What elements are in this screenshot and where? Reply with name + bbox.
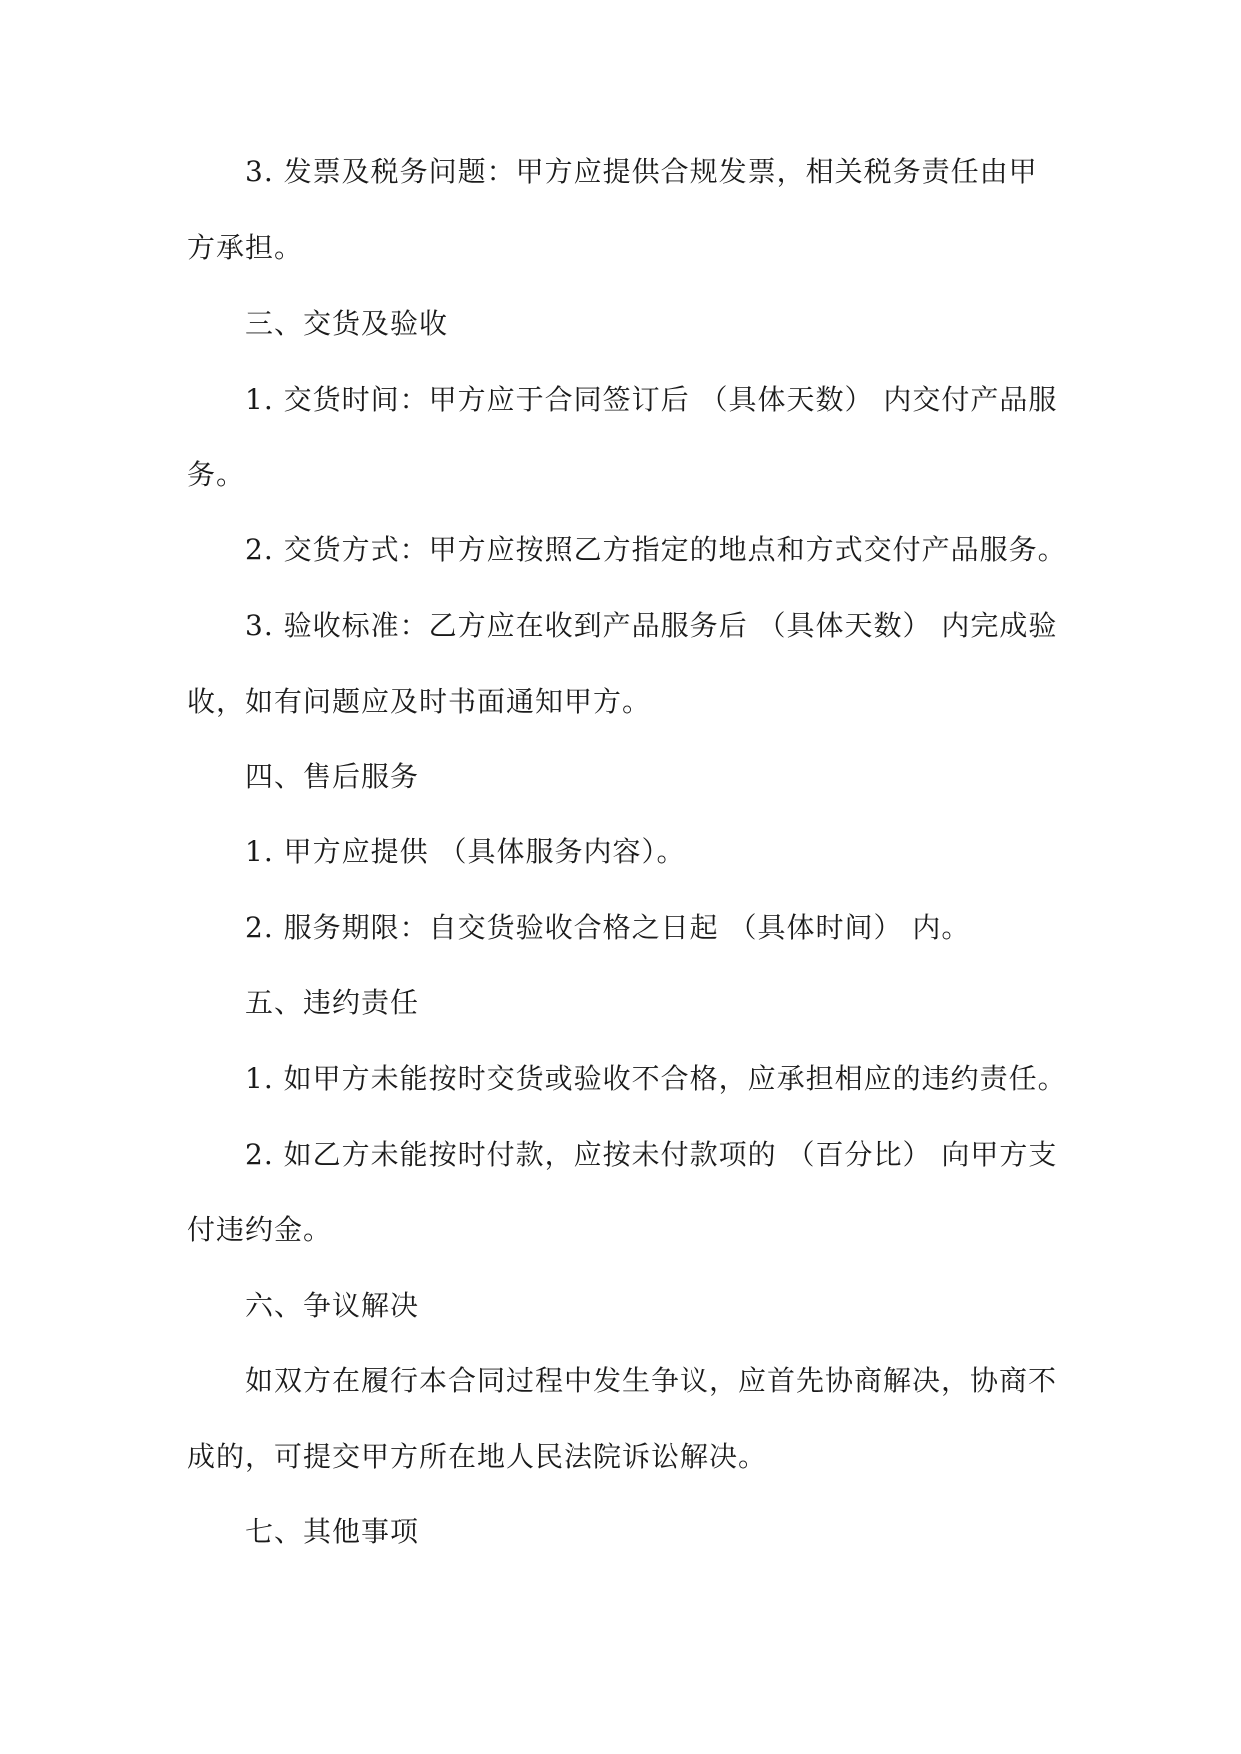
section-heading-dispute: 六、争议解决 — [245, 1289, 420, 1322]
dispute-clause: 如双方在履行本合同过程中发生争议，应首先协商解决，协商不 — [245, 1364, 1058, 1397]
breach-party-b-clause: 2. 如乙方未能按时付款，应按未付款项的 （百分比） 向甲方支 — [245, 1138, 1058, 1171]
invoice-tax-clause-cont: 方承担。 — [187, 231, 304, 264]
breach-party-b-clause-cont: 付违约金。 — [187, 1213, 333, 1246]
acceptance-clause: 3. 验收标准：乙方应在收到产品服务后 （具体天数） 内完成验 — [245, 609, 1058, 642]
service-content-clause: 1. 甲方应提供 （具体服务内容）。 — [245, 835, 686, 868]
acceptance-clause-cont: 收，如有问题应及时书面通知甲方。 — [187, 685, 652, 718]
section-heading-delivery: 三、交货及验收 — [245, 307, 449, 340]
dispute-clause-cont: 成的，可提交甲方所在地人民法院诉讼解决。 — [187, 1440, 768, 1473]
section-heading-aftersales: 四、售后服务 — [245, 760, 420, 793]
invoice-tax-clause: 3. 发票及税务问题：甲方应提供合规发票，相关税务责任由甲 — [245, 155, 1038, 188]
section-heading-other: 七、其他事项 — [245, 1515, 420, 1548]
delivery-time-clause-cont: 务。 — [187, 458, 246, 491]
service-period-clause: 2. 服务期限：自交货验收合格之日起 （具体时间） 内。 — [245, 911, 971, 944]
delivery-time-clause: 1. 交货时间：甲方应于合同签订后 （具体天数） 内交付产品服 — [245, 383, 1058, 416]
section-heading-breach: 五、违约责任 — [245, 986, 420, 1019]
breach-party-a-clause: 1. 如甲方未能按时交货或验收不合格，应承担相应的违约责任。 — [245, 1062, 1067, 1095]
delivery-method-clause: 2. 交货方式：甲方应按照乙方指定的地点和方式交付产品服务。 — [245, 533, 1067, 566]
